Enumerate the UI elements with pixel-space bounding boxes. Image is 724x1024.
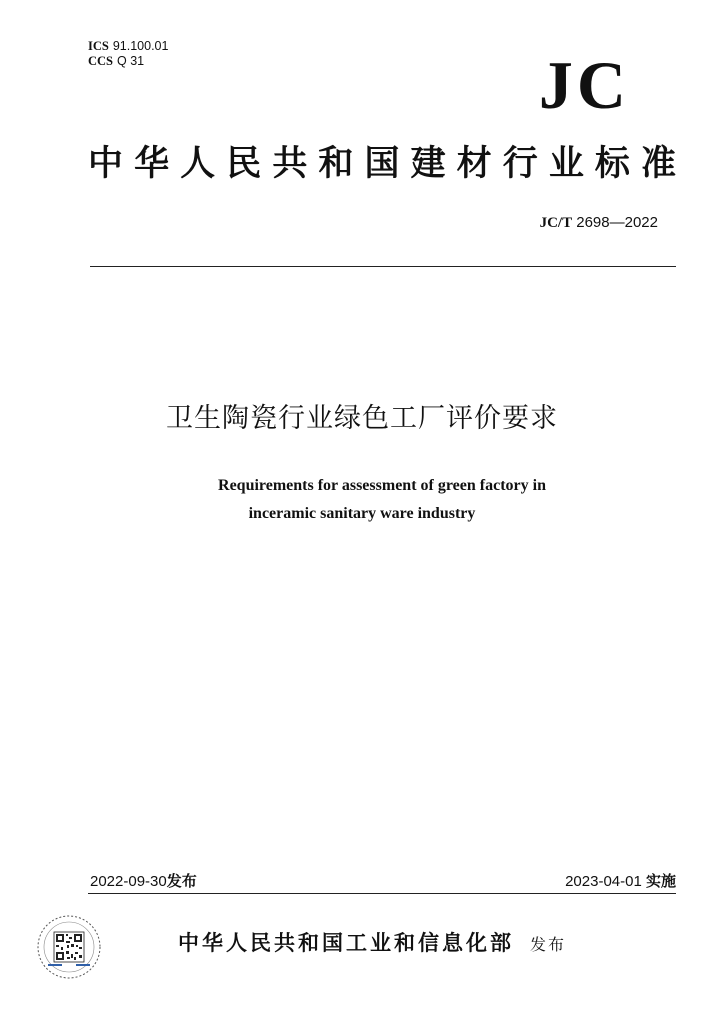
ics-code	[88, 39, 168, 53]
document-title-cn: 卫生陶瓷行业绿色工厂评价要求	[166, 403, 558, 434]
top-divider	[90, 266, 676, 267]
ics-value: 91.100.01	[112, 39, 169, 53]
ccs-code	[88, 54, 144, 68]
standard-number-value: 2698—2022	[576, 214, 658, 231]
issuer-row	[178, 930, 566, 958]
standard-number	[540, 214, 658, 232]
ics-label: ICS	[88, 39, 109, 53]
bottom-divider	[88, 893, 676, 894]
implement-date	[565, 872, 676, 891]
standard-number-prefix: JC/T	[539, 215, 573, 231]
issuer-name: 中华人民共和国工业和信息化部	[178, 930, 514, 955]
ccs-value: Q 31	[117, 54, 145, 68]
qr-code-seal-icon	[36, 914, 102, 980]
standard-category-title: 中华人民共和国建材行业标准	[88, 143, 676, 184]
jc-logo: JC	[538, 47, 630, 123]
publish-date	[90, 872, 197, 891]
implement-date-value: 2023-04-01	[565, 873, 642, 890]
issuer-action: 发布	[530, 935, 567, 954]
implement-date-word: 实施	[645, 872, 676, 890]
publish-date-word: 发布	[166, 872, 197, 890]
document-title-en-line2: inceramic sanitary ware industry	[248, 505, 476, 522]
document-title-en-line1: Requirements for assessment of green factory in	[218, 477, 546, 494]
date-row	[90, 872, 676, 891]
ccs-label: CCS	[88, 54, 114, 68]
publish-date-value: 2022-09-30	[90, 873, 167, 890]
